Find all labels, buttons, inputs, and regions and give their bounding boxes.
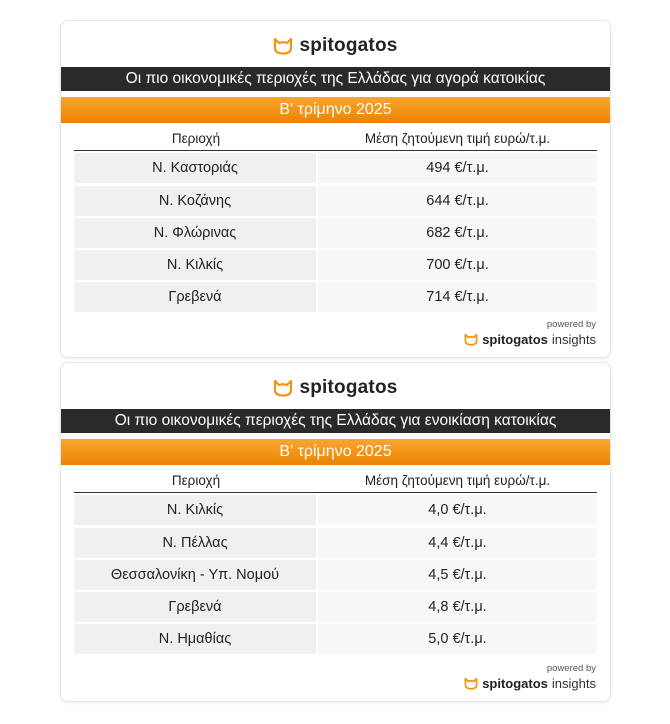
header-price: Μέση ζητούμενη τιμή ευρώ/τ.μ. — [364, 131, 551, 146]
price-cell: 700 €/τ.μ. — [318, 250, 597, 280]
insights-suffix: insights — [551, 676, 596, 691]
region-cell: Ν. Κιλκίς — [74, 495, 316, 525]
table-row — [74, 186, 597, 216]
table-row — [74, 153, 597, 183]
table-header — [74, 469, 597, 493]
price-cell: 4,4 €/τ.μ. — [318, 528, 597, 558]
purchase-prices-card — [60, 20, 611, 358]
region-cell: Ν. Καστοριάς — [74, 153, 316, 183]
powered-by — [464, 663, 596, 691]
prices-table — [74, 469, 597, 654]
logo-text: spitogatos — [299, 377, 398, 398]
price-cell: 494 €/τ.μ. — [318, 153, 597, 183]
price-cell: 4,0 €/τ.μ. — [318, 495, 597, 525]
header-region: Περιοχή — [171, 473, 221, 488]
region-cell: Ν. Κιλκίς — [74, 250, 316, 280]
logo-text: spitogatos — [299, 35, 398, 56]
cat-icon — [273, 37, 293, 55]
header-region: Περιοχή — [171, 131, 221, 146]
price-cell: 682 €/τ.μ. — [318, 218, 597, 248]
powered-by — [464, 319, 596, 347]
table-row — [74, 282, 597, 312]
cat-icon — [273, 379, 293, 397]
header-price: Μέση ζητούμενη τιμή ευρώ/τ.μ. — [364, 473, 551, 488]
table-row — [74, 528, 597, 558]
price-cell: 4,8 €/τ.μ. — [318, 592, 597, 622]
table-row — [74, 495, 597, 525]
spitogatos-logo — [61, 35, 610, 57]
table-row — [74, 560, 597, 590]
region-cell: Θεσσαλονίκη - Υπ. Νομού — [74, 560, 316, 590]
rent-prices-card — [60, 362, 611, 702]
insights-logo — [464, 676, 596, 691]
region-cell: Ν. Φλώρινας — [74, 218, 316, 248]
table-header — [74, 127, 597, 151]
quarter-label: Β' τρίμηνο 2025 — [61, 97, 610, 123]
region-cell: Ν. Πέλλας — [74, 528, 316, 558]
table-row — [74, 624, 597, 654]
price-cell: 4,5 €/τ.μ. — [318, 560, 597, 590]
insights-brand: spitogatos — [482, 332, 548, 347]
card-title: Οι πιο οικονομικές περιοχές της Ελλάδας για αγορά κατοικίας — [61, 67, 610, 91]
insights-logo — [464, 332, 596, 347]
region-cell: Ν. Ημαθίας — [74, 624, 316, 654]
insights-suffix: insights — [551, 332, 596, 347]
spitogatos-logo — [61, 377, 610, 399]
powered-by-label: powered by — [546, 663, 596, 674]
region-cell: Γρεβενά — [74, 282, 316, 312]
card-title: Οι πιο οικονομικές περιοχές της Ελλάδας για ενοικίαση κατοικίας — [61, 409, 610, 433]
prices-table — [74, 127, 597, 312]
insights-brand: spitogatos — [482, 676, 548, 691]
powered-by-label: powered by — [546, 319, 596, 330]
price-cell: 644 €/τ.μ. — [318, 186, 597, 216]
table-row — [74, 592, 597, 622]
price-cell: 714 €/τ.μ. — [318, 282, 597, 312]
cat-icon — [464, 333, 478, 346]
table-row — [74, 250, 597, 280]
price-cell: 5,0 €/τ.μ. — [318, 624, 597, 654]
region-cell: Γρεβενά — [74, 592, 316, 622]
quarter-label: Β' τρίμηνο 2025 — [61, 439, 610, 465]
table-row — [74, 218, 597, 248]
region-cell: Ν. Κοζάνης — [74, 186, 316, 216]
cat-icon — [464, 677, 478, 690]
